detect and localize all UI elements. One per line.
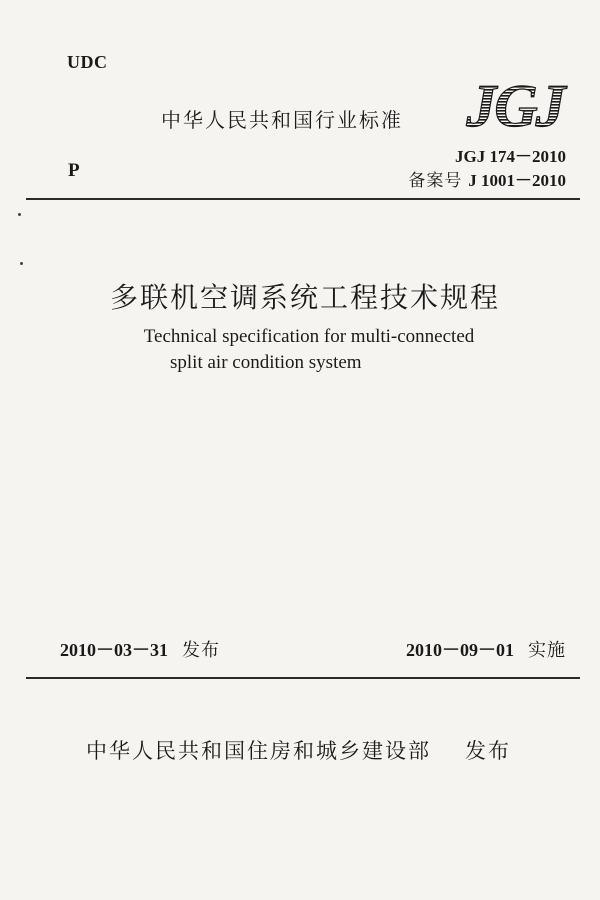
implement-date	[406, 636, 566, 662]
scan-speck	[20, 262, 23, 265]
issue-date	[60, 636, 220, 662]
udc-label: UDC	[67, 52, 108, 72]
record-number	[408, 166, 566, 191]
scan-speck	[18, 213, 21, 216]
logo-text: JGJ	[466, 74, 564, 134]
bottom-divider	[26, 677, 580, 679]
publisher	[86, 735, 511, 765]
issue-date-value: 2010－03－31	[60, 640, 168, 660]
record-label: 备案号	[408, 171, 463, 191]
title-chinese: 多联机空调系统工程技术规程	[109, 281, 500, 314]
issue-label: 发布	[182, 640, 220, 661]
record-value: J 1001－2010	[468, 171, 566, 190]
implement-date-value: 2010－09－01	[406, 640, 514, 660]
standard-category: 中华人民共和国行业标准	[161, 108, 403, 132]
classification-code: P	[68, 160, 80, 181]
top-divider	[26, 198, 580, 200]
title-english-line2: split air condition system	[170, 352, 362, 373]
publish-label: 发布	[465, 739, 511, 763]
standard-code: JGJ 174－2010	[455, 147, 566, 166]
title-english-line1: Technical specification for multi-connected	[143, 326, 475, 347]
jgj-logo	[461, 74, 569, 134]
implement-label: 实施	[528, 640, 566, 661]
publisher-name: 中华人民共和国住房和城乡建设部	[86, 739, 431, 763]
